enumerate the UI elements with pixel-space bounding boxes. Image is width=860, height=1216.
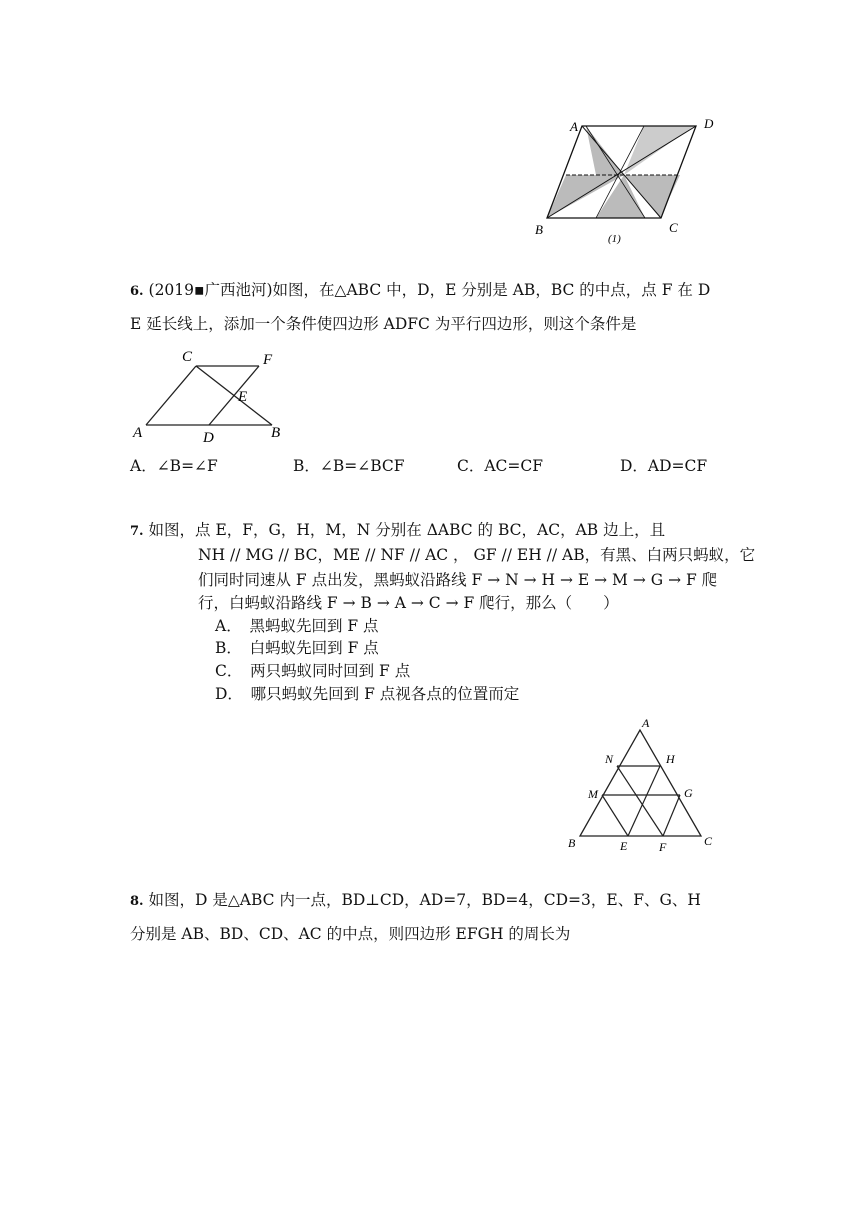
q7-option-b: B． 白蚂蚁先回到 F 点 — [215, 639, 379, 657]
label-A: A — [570, 119, 578, 134]
q8-line1 — [130, 890, 701, 912]
label-B: B — [535, 222, 543, 237]
q6-option-c: C．AC=CF — [457, 457, 544, 475]
q7-text-1: 如图，点 E，F，G，H，M，N 分别在 ΔABC 的 BC，AC，AB 边上，且 — [148, 521, 666, 539]
q6-option-d: D．AD=CF — [620, 457, 708, 475]
q7-label-H: H — [666, 752, 675, 766]
q6-label-F: F — [263, 352, 273, 368]
q7-line4: 行，白蚂蚁沿路线 F → B → A → C → F 爬行，那么（ ） — [198, 594, 619, 612]
q7-label-E: E — [620, 839, 628, 853]
q8-line2: 分别是 AB、BD、CD、AC 的中点，则四边形 EFGH 的周长为 — [130, 925, 571, 943]
q7-number: 7. — [130, 524, 144, 539]
parallelogram-figure — [530, 112, 730, 247]
q7-label-M: M — [588, 787, 598, 801]
q7-option-c: C． 两只蚂蚁同时回到 F 点 — [215, 662, 411, 680]
q6-number: 6. — [130, 284, 144, 299]
q8-number: 8. — [130, 894, 144, 909]
q6-label-C: C — [182, 349, 193, 365]
q6-text-1: (2019▪广西池河)如图，在△ABC 中，D，E 分别是 AB，BC 的中点，点 F 在 D — [148, 281, 711, 299]
q6-line2: E 延长线上，添加一个条件使四边形 ADFC 为平行四边形，则这个条件是 — [130, 315, 637, 333]
q7-triangle-grid-figure — [560, 712, 720, 857]
q7-label-G: G — [684, 786, 693, 800]
figure-caption: (1) — [608, 233, 621, 245]
q7-option-d: D． 哪只蚂蚁先回到 F 点视各点的位置而定 — [215, 685, 520, 703]
q6-triangle-figure — [130, 345, 290, 445]
q6-line1 — [130, 280, 710, 302]
q7-label-B: B — [568, 836, 576, 850]
q6-label-D: D — [203, 430, 214, 445]
q8-text-1: 如图，D 是△ABC 内一点，BD⊥CD，AD=7，BD=4，CD=3，E、F、G、H — [148, 891, 701, 909]
q7-option-a: A． 黑蚂蚁先回到 F 点 — [215, 617, 379, 635]
q6-label-A: A — [133, 425, 143, 441]
q6-label-E: E — [238, 389, 248, 405]
q7-line2: NH // MG // BC，ME // NF // AC ， GF // EH // AB，有黑、白两只蚂蚁，它 — [198, 546, 756, 564]
label-D: D — [704, 116, 714, 131]
q7-label-F: F — [659, 840, 667, 854]
q7-label-C: C — [704, 834, 713, 848]
q6-option-b: B．∠B=∠BCF — [293, 457, 405, 475]
q7-label-N: N — [605, 752, 614, 766]
label-C: C — [669, 220, 678, 235]
q7-line3: 们同时同速从 F 点出发，黑蚂蚁沿路线 F → N → H → E → M → G → F 爬 — [198, 571, 718, 589]
q7-label-A: A — [642, 716, 650, 730]
q6-option-a: A．∠B=∠F — [130, 457, 218, 475]
q7-line1 — [130, 520, 665, 542]
q6-label-B: B — [271, 425, 281, 441]
